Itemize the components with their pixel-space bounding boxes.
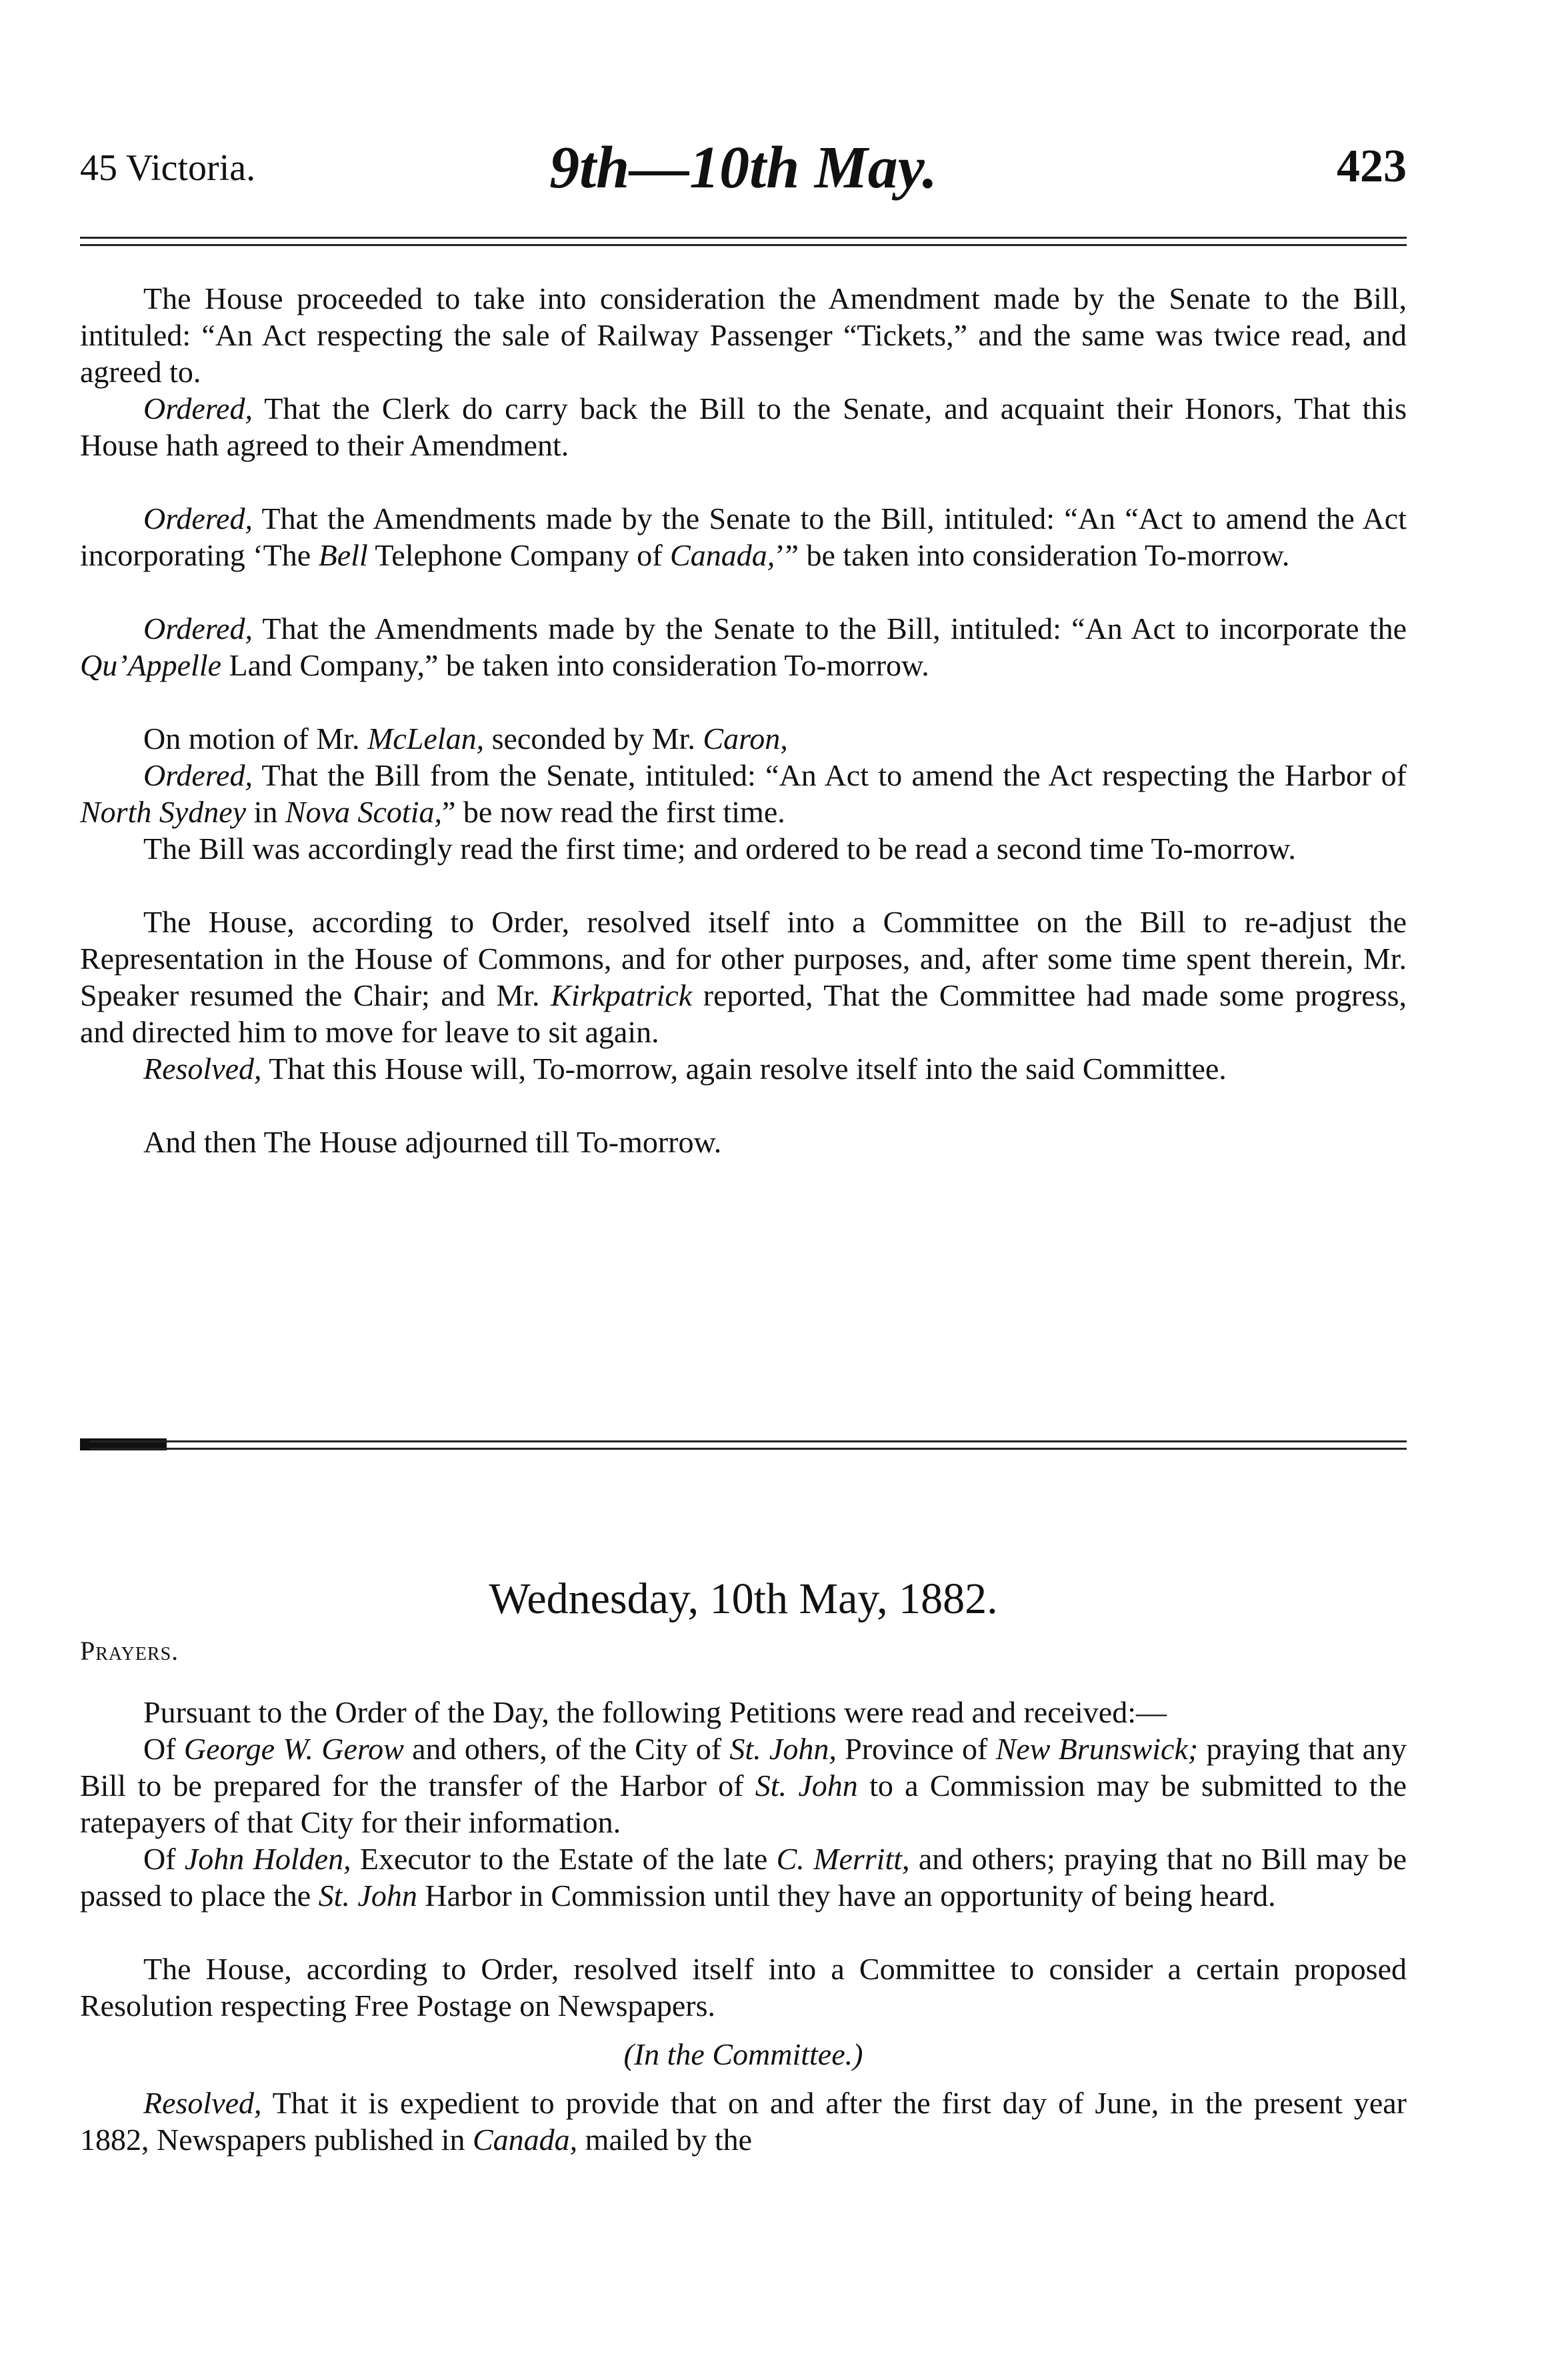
paragraph: Ordered, That the Amendments made by the Senate to the Bill, intituled: “An “Act to amend the Act incorporating ‘The Bell Telephone Company of Canada,’” be taken into consideration To-morrow. [80, 501, 1407, 572]
paragraph: Ordered, That the Bill from the Senate, intituled: “An Act to amend the Act respecting the Harbor of North Sydney in Nova Scotia,” be now read the first time. [80, 758, 1407, 829]
proceedings-9th-may [80, 280, 1407, 1160]
paragraph: Resolved, That it is expedient to provide that on and after the first day of June, in the present year 1882, Newspapers published in Canada, mailed by the [80, 2086, 1407, 2157]
paragraph: The Bill was accordingly read the first time; and ordered to be read a second time To-morrow. [143, 832, 1296, 866]
paragraph: The House, according to Order, resolved itself into a Committee on the Bill to re-adjust the Representation in the House of Commons, and for other purposes, and, after some time spent therein, Mr. Speaker resumed the Chair; and Mr. Kirkpatrick reported, That the Committee had made some progress, and directed him to move for leave to sit again. [80, 905, 1407, 1049]
paragraph: Resolved, That this House will, To-morrow, again resolve itself into the said Committee. [143, 1052, 1227, 1086]
paragraph: Of John Holden, Executor to the Estate of the late C. Merritt, and others; praying that no Bill may be passed to place the St. John Harbor in Commission until they have an opportunity of being heard. [80, 1842, 1407, 1913]
prayers-label: Prayers. [80, 1636, 179, 1666]
paragraph: And then The House adjourned till To-morrow. [143, 1125, 722, 1159]
day-heading: Wednesday, 10th May, 1882. [489, 1574, 998, 1623]
header-regnal-year: 45 Victoria. [80, 147, 256, 189]
paragraph: On motion of Mr. McLelan, seconded by Mr. Caron, [143, 722, 788, 756]
page-header [80, 133, 1407, 213]
header-date-range: 9th—10th May. [549, 135, 937, 201]
paragraph: The House, according to Order, resolved itself into a Committee to consider a certain proposed Resolution respecting Free Postage on Newspapers. [80, 1952, 1407, 2023]
header-rule [80, 237, 1407, 246]
paragraph: The House proceeded to take into consideration the Amendment made by the Senate to the Bill, intituled: “An Act respecting the sale of Railway Passenger “Tickets,” and the same was twice read, and agreed to. [80, 281, 1407, 389]
paragraph: Pursuant to the Order of the Day, the following Petitions were read and received:— [143, 1695, 1167, 1729]
page-number: 423 [1337, 141, 1407, 192]
section-rule [90, 1440, 1407, 1450]
proceedings-10th-may [80, 1694, 1407, 2158]
committee-note: (In the Committee.) [623, 2037, 863, 2071]
paragraph: Ordered, That the Clerk do carry back the Bill to the Senate, and acquaint their Honors, That this House hath agreed to their Amendment. [80, 391, 1407, 462]
paragraph: Of George W. Gerow and others, of the City of St. John, Province of New Brunswick; praying that any Bill to be prepared for the transfer of the Harbor of St. John to a Commission may be submitted to the ratepayers of that City for their information. [80, 1732, 1407, 1839]
paragraph: Ordered, That the Amendments made by the Senate to the Bill, intituled: “An Act to incorporate the Qu’Appelle Land Company,” be taken into consideration To-morrow. [80, 612, 1407, 682]
